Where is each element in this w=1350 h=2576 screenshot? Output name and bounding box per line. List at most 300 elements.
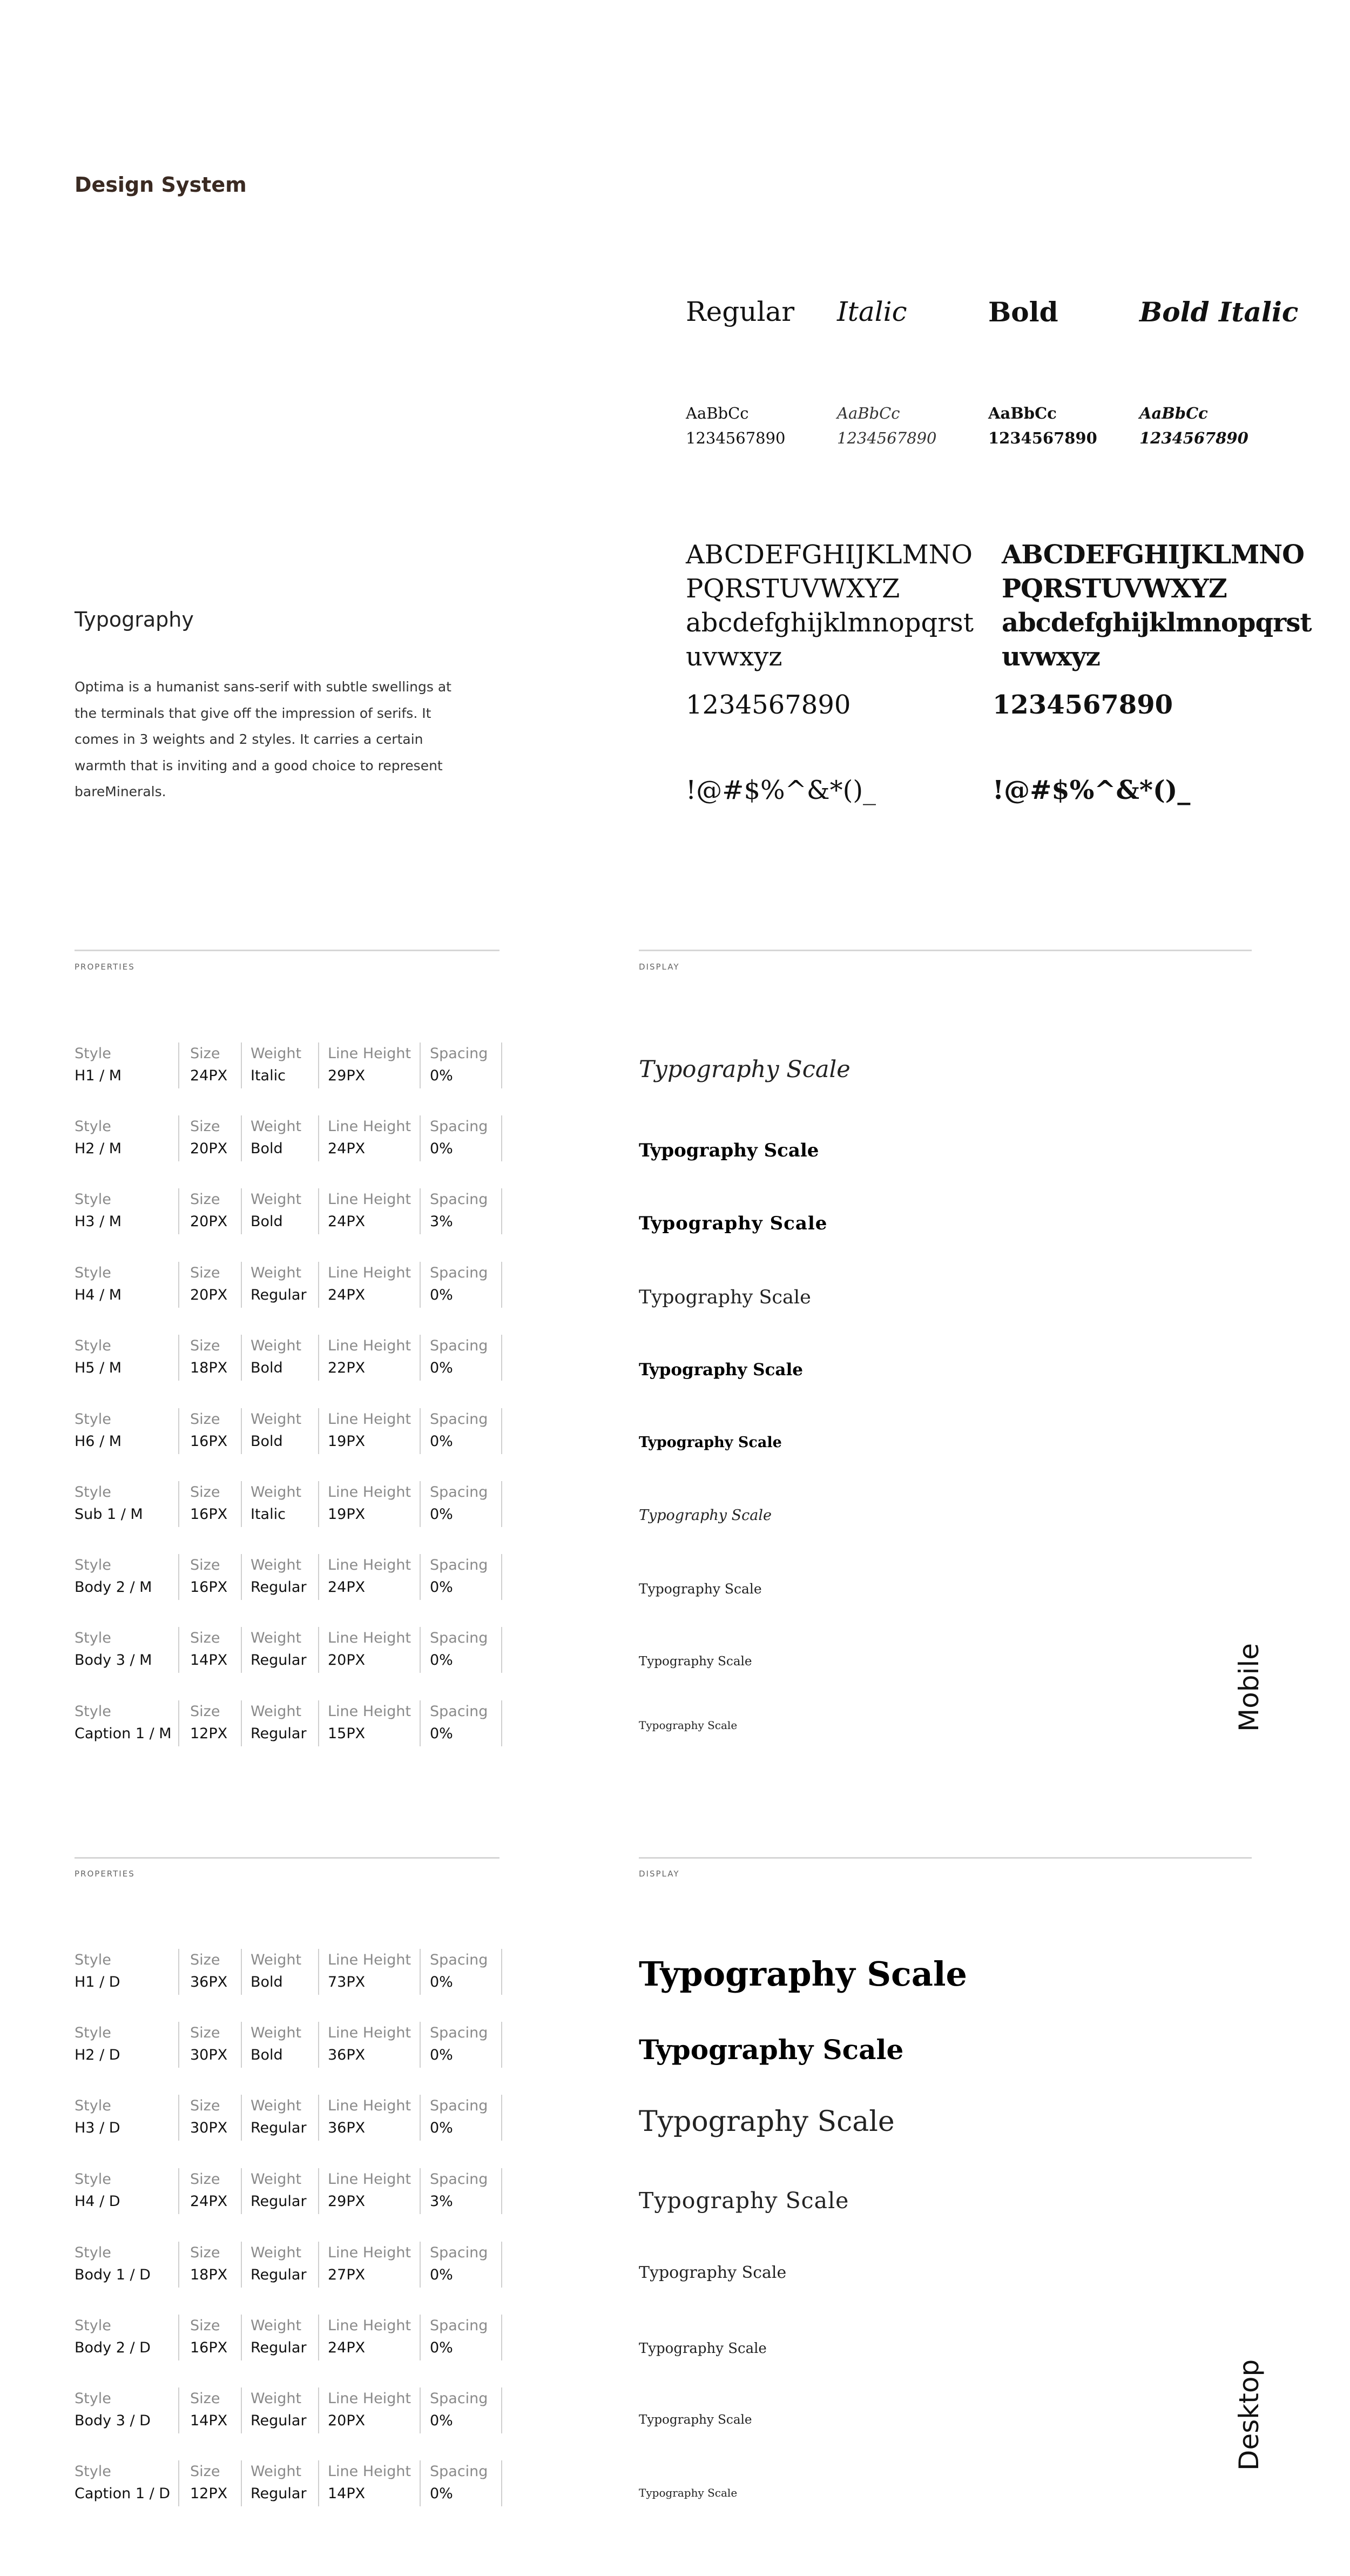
desktop-cell-style bbox=[75, 2242, 179, 2288]
column-label-size: Size bbox=[190, 1484, 220, 1501]
mobile-cell-size bbox=[190, 1042, 242, 1088]
mobile-cell-size bbox=[190, 1188, 242, 1234]
desktop-cell-style bbox=[75, 2315, 179, 2360]
cell-value-spacing: 0% bbox=[430, 1725, 453, 1742]
desktop-table-row bbox=[75, 2242, 501, 2288]
column-label-size: Size bbox=[190, 2025, 220, 2041]
cell-value-size: 18PX bbox=[190, 2266, 228, 2283]
column-label-line-height: Line Height bbox=[328, 2390, 411, 2407]
mobile-cell-line-height bbox=[328, 1700, 421, 1746]
typography-description: Optima is a humanist sans-serif with subtle swellings at the terminals that give off the impression of serifs. It comes in 3 weights and 2 styles. It carries a certain warmth that is inviting and a good choice to represent bareMinerals. bbox=[75, 679, 451, 799]
desktop-cell-spacing bbox=[430, 2460, 502, 2506]
cell-value-spacing: 0% bbox=[430, 1974, 453, 1990]
mobile-cell-weight bbox=[251, 1042, 319, 1088]
cell-value-weight: Regular bbox=[251, 2266, 307, 2283]
desktop-display-h3: Typography Scale bbox=[639, 2106, 895, 2138]
cell-value-spacing: 0% bbox=[430, 1360, 453, 1376]
numbers-regular: 1234567890 bbox=[686, 690, 851, 720]
cell-value-spacing: 3% bbox=[430, 2193, 453, 2210]
cell-value-size: 16PX bbox=[190, 1579, 228, 1596]
column-label-weight: Weight bbox=[251, 2025, 302, 2041]
mobile-display-h5: Typography Scale bbox=[639, 1360, 803, 1380]
desktop-cell-weight bbox=[251, 2460, 319, 2506]
column-label-weight: Weight bbox=[251, 2390, 302, 2407]
mobile-cell-style bbox=[75, 1262, 179, 1308]
mobile-cell-spacing bbox=[430, 1554, 502, 1600]
cell-value-line-height: 24PX bbox=[328, 2339, 366, 2356]
cell-value-size: 20PX bbox=[190, 1213, 228, 1230]
column-label-weight: Weight bbox=[251, 2097, 302, 2114]
cell-value-style: H1 / M bbox=[75, 1067, 122, 1084]
column-label-line-height: Line Height bbox=[328, 2025, 411, 2041]
column-label-line-height: Line Height bbox=[328, 2463, 411, 2480]
cell-value-size: 14PX bbox=[190, 2412, 228, 2429]
mobile-cell-weight bbox=[251, 1481, 319, 1527]
mobile-cell-spacing bbox=[430, 1408, 502, 1454]
mobile-cell-style bbox=[75, 1700, 179, 1746]
column-label-spacing: Spacing bbox=[430, 2244, 488, 2261]
cell-value-spacing: 0% bbox=[430, 1067, 453, 1084]
column-label-style: Style bbox=[75, 1411, 111, 1428]
mobile-table-row bbox=[75, 1627, 501, 1673]
desktop-display-label: DISPLAY bbox=[639, 1869, 680, 1879]
mobile-display-body3: Typography Scale bbox=[639, 1654, 752, 1669]
mobile-properties-divider bbox=[75, 950, 500, 951]
desktop-cell-line-height bbox=[328, 2460, 421, 2506]
style-sample-bold-italic: AaBbCc 1234567890 bbox=[1139, 404, 1248, 447]
mobile-cell-line-height bbox=[328, 1042, 421, 1088]
mobile-display-h1: Typography Scale bbox=[639, 1056, 850, 1083]
cell-value-weight: Regular bbox=[251, 2193, 307, 2210]
desktop-cell-size bbox=[190, 2242, 242, 2288]
cell-value-style: H5 / M bbox=[75, 1360, 122, 1376]
desktop-cell-style bbox=[75, 2460, 179, 2506]
cell-value-weight: Regular bbox=[251, 2412, 307, 2429]
desktop-cell-weight bbox=[251, 2022, 319, 2068]
column-label-line-height: Line Height bbox=[328, 1337, 411, 1354]
mobile-cell-spacing bbox=[430, 1115, 502, 1161]
column-label-spacing: Spacing bbox=[430, 1630, 488, 1646]
cell-value-style: H1 / D bbox=[75, 1974, 120, 1990]
column-label-size: Size bbox=[190, 1557, 220, 1573]
cell-value-weight: Italic bbox=[251, 1067, 286, 1084]
cell-value-style: H2 / M bbox=[75, 1140, 122, 1157]
style-sample-bold: AaBbCc 1234567890 bbox=[988, 404, 1097, 447]
column-label-spacing: Spacing bbox=[430, 2097, 488, 2114]
column-label-size: Size bbox=[190, 1952, 220, 1968]
desktop-cell-line-height bbox=[328, 2242, 421, 2288]
desktop-cell-line-height bbox=[328, 2168, 421, 2214]
cell-value-size: 14PX bbox=[190, 1652, 228, 1669]
cell-value-style: Caption 1 / D bbox=[75, 2485, 171, 2502]
desktop-cell-style bbox=[75, 2022, 179, 2068]
mobile-properties-label: PROPERTIES bbox=[75, 962, 135, 972]
cell-value-weight: Regular bbox=[251, 2485, 307, 2502]
column-label-style: Style bbox=[75, 1118, 111, 1135]
desktop-cell-size bbox=[190, 2022, 242, 2068]
mobile-cell-style bbox=[75, 1042, 179, 1088]
cell-value-spacing: 0% bbox=[430, 2120, 453, 2136]
column-label-style: Style bbox=[75, 1630, 111, 1646]
symbols-regular: !@#$%^&*()_ bbox=[686, 775, 876, 805]
desktop-cell-weight bbox=[251, 2168, 319, 2214]
desktop-cell-style bbox=[75, 2387, 179, 2433]
desktop-display-h2: Typography Scale bbox=[639, 2034, 904, 2066]
desktop-cell-line-height bbox=[328, 2315, 421, 2360]
mobile-display-h4: Typography Scale bbox=[639, 1287, 811, 1308]
cell-value-spacing: 0% bbox=[430, 1579, 453, 1596]
cell-value-size: 30PX bbox=[190, 2120, 228, 2136]
column-label-line-height: Line Height bbox=[328, 1703, 411, 1720]
column-label-style: Style bbox=[75, 2244, 111, 2261]
cell-value-style: H4 / D bbox=[75, 2193, 120, 2210]
desktop-cell-weight bbox=[251, 2242, 319, 2288]
mobile-cell-line-height bbox=[328, 1627, 421, 1673]
mobile-table-row bbox=[75, 1262, 501, 1308]
cell-value-line-height: 20PX bbox=[328, 1652, 366, 1669]
column-label-spacing: Spacing bbox=[430, 2025, 488, 2041]
column-label-weight: Weight bbox=[251, 2463, 302, 2480]
mobile-cell-style bbox=[75, 1408, 179, 1454]
desktop-cell-style bbox=[75, 1949, 179, 1995]
column-label-size: Size bbox=[190, 2317, 220, 2334]
column-label-weight: Weight bbox=[251, 1411, 302, 1428]
desktop-cell-line-height bbox=[328, 1949, 421, 1995]
cell-value-style: Body 3 / D bbox=[75, 2412, 151, 2429]
cell-value-weight: Regular bbox=[251, 1287, 307, 1303]
column-label-size: Size bbox=[190, 2463, 220, 2480]
cell-value-line-height: 24PX bbox=[328, 1140, 366, 1157]
column-label-spacing: Spacing bbox=[430, 2317, 488, 2334]
desktop-display-body2: Typography Scale bbox=[639, 2340, 767, 2357]
desktop-table-row bbox=[75, 2168, 501, 2214]
desktop-cell-spacing bbox=[430, 2315, 502, 2360]
desktop-cell-line-height bbox=[328, 2095, 421, 2141]
desktop-display-h4: Typography Scale bbox=[639, 2188, 849, 2214]
mobile-cell-line-height bbox=[328, 1188, 421, 1234]
cell-value-line-height: 24PX bbox=[328, 1287, 366, 1303]
desktop-cell-size bbox=[190, 2387, 242, 2433]
column-label-line-height: Line Height bbox=[328, 2171, 411, 2188]
column-label-style: Style bbox=[75, 1045, 111, 1062]
column-label-style: Style bbox=[75, 1557, 111, 1573]
mobile-table-row bbox=[75, 1115, 501, 1161]
mobile-cell-line-height bbox=[328, 1335, 421, 1381]
cell-value-spacing: 0% bbox=[430, 1433, 453, 1450]
cell-value-line-height: 19PX bbox=[328, 1506, 366, 1523]
column-label-size: Size bbox=[190, 1337, 220, 1354]
column-label-spacing: Spacing bbox=[430, 1952, 488, 1968]
cell-value-weight: Bold bbox=[251, 1140, 283, 1157]
style-sample-italic: AaBbCc 1234567890 bbox=[837, 404, 937, 447]
cell-value-line-height: 24PX bbox=[328, 1579, 366, 1596]
cell-value-size: 36PX bbox=[190, 1974, 228, 1990]
desktop-table-row bbox=[75, 2022, 501, 2068]
cell-value-style: H3 / D bbox=[75, 2120, 120, 2136]
desktop-cell-weight bbox=[251, 1949, 319, 1995]
column-label-size: Size bbox=[190, 2244, 220, 2261]
cell-value-weight: Regular bbox=[251, 2339, 307, 2356]
desktop-cell-style bbox=[75, 2095, 179, 2141]
cell-value-weight: Regular bbox=[251, 1725, 307, 1742]
mobile-cell-size bbox=[190, 1335, 242, 1381]
mobile-table-row bbox=[75, 1408, 501, 1454]
cell-value-style: Body 2 / M bbox=[75, 1579, 152, 1596]
mobile-cell-spacing bbox=[430, 1335, 502, 1381]
mobile-cell-spacing bbox=[430, 1262, 502, 1308]
mobile-display-caption1: Typography Scale bbox=[639, 1719, 738, 1732]
desktop-table-row bbox=[75, 1949, 501, 1995]
desktop-cell-weight bbox=[251, 2387, 319, 2433]
mobile-cell-line-height bbox=[328, 1408, 421, 1454]
cell-value-spacing: 0% bbox=[430, 2266, 453, 2283]
column-label-line-height: Line Height bbox=[328, 1484, 411, 1501]
column-label-style: Style bbox=[75, 2097, 111, 2114]
column-label-style: Style bbox=[75, 1484, 111, 1501]
column-label-line-height: Line Height bbox=[328, 1411, 411, 1428]
desktop-cell-weight bbox=[251, 2095, 319, 2141]
cell-value-line-height: 73PX bbox=[328, 1974, 366, 1990]
column-label-style: Style bbox=[75, 1191, 111, 1208]
desktop-cell-weight bbox=[251, 2315, 319, 2360]
column-label-weight: Weight bbox=[251, 1265, 302, 1281]
alphabet-bold: ABCDEFGHIJKLMNO PQRSTUVWXYZ abcdefghijklmnopqrst uvwxyz bbox=[1002, 540, 1312, 672]
cell-value-style: H4 / M bbox=[75, 1287, 122, 1303]
mobile-cell-size bbox=[190, 1262, 242, 1308]
mobile-table-row bbox=[75, 1554, 501, 1600]
desktop-properties-label: PROPERTIES bbox=[75, 1869, 135, 1879]
mobile-cell-weight bbox=[251, 1335, 319, 1381]
desktop-cell-size bbox=[190, 1949, 242, 1995]
column-label-line-height: Line Height bbox=[328, 1952, 411, 1968]
column-label-weight: Weight bbox=[251, 1484, 302, 1501]
cell-value-style: H2 / D bbox=[75, 2047, 120, 2063]
cell-value-style: Caption 1 / M bbox=[75, 1725, 172, 1742]
mobile-cell-size bbox=[190, 1554, 242, 1600]
mobile-cell-weight bbox=[251, 1408, 319, 1454]
mobile-cell-spacing bbox=[430, 1700, 502, 1746]
mobile-cell-weight bbox=[251, 1115, 319, 1161]
mobile-cell-spacing bbox=[430, 1042, 502, 1088]
column-label-spacing: Spacing bbox=[430, 1265, 488, 1281]
mobile-display-divider bbox=[639, 950, 1252, 951]
column-label-weight: Weight bbox=[251, 1045, 302, 1062]
cell-value-spacing: 0% bbox=[430, 1140, 453, 1157]
cell-value-style: Body 3 / M bbox=[75, 1652, 152, 1669]
desktop-display-body3: Typography Scale bbox=[639, 2413, 752, 2427]
cell-value-spacing: 0% bbox=[430, 1506, 453, 1523]
column-label-weight: Weight bbox=[251, 1337, 302, 1354]
column-label-size: Size bbox=[190, 2097, 220, 2114]
mobile-cell-line-height bbox=[328, 1554, 421, 1600]
column-label-weight: Weight bbox=[251, 1703, 302, 1720]
column-label-style: Style bbox=[75, 1265, 111, 1281]
mobile-cell-weight bbox=[251, 1188, 319, 1234]
cell-value-line-height: 15PX bbox=[328, 1725, 366, 1742]
mobile-table-row bbox=[75, 1188, 501, 1234]
desktop-cell-line-height bbox=[328, 2022, 421, 2068]
cell-value-weight: Regular bbox=[251, 1579, 307, 1596]
mobile-display-h6: Typography Scale bbox=[639, 1434, 782, 1451]
column-label-line-height: Line Height bbox=[328, 1557, 411, 1573]
mobile-cell-style bbox=[75, 1335, 179, 1381]
cell-value-spacing: 0% bbox=[430, 2485, 453, 2502]
mobile-cell-line-height bbox=[328, 1115, 421, 1161]
cell-value-line-height: 27PX bbox=[328, 2266, 366, 2283]
mobile-cell-line-height bbox=[328, 1262, 421, 1308]
cell-value-style: H6 / M bbox=[75, 1433, 122, 1450]
cell-value-weight: Regular bbox=[251, 2120, 307, 2136]
mobile-cell-spacing bbox=[430, 1627, 502, 1673]
cell-value-size: 16PX bbox=[190, 1506, 228, 1523]
column-label-line-height: Line Height bbox=[328, 1191, 411, 1208]
column-label-style: Style bbox=[75, 2317, 111, 2334]
column-label-spacing: Spacing bbox=[430, 1045, 488, 1062]
cell-value-weight: Bold bbox=[251, 1213, 283, 1230]
mobile-cell-size bbox=[190, 1408, 242, 1454]
cell-value-spacing: 0% bbox=[430, 1287, 453, 1303]
desktop-cell-size bbox=[190, 2095, 242, 2141]
column-label-style: Style bbox=[75, 2025, 111, 2041]
cell-value-spacing: 0% bbox=[430, 2339, 453, 2356]
column-label-spacing: Spacing bbox=[430, 2390, 488, 2407]
column-label-style: Style bbox=[75, 1952, 111, 1968]
desktop-display-body1: Typography Scale bbox=[639, 2263, 787, 2282]
column-label-line-height: Line Height bbox=[328, 2097, 411, 2114]
cell-value-weight: Bold bbox=[251, 1974, 283, 1990]
style-sample-regular: AaBbCc 1234567890 bbox=[686, 404, 786, 447]
cell-value-line-height: 20PX bbox=[328, 2412, 366, 2429]
column-label-size: Size bbox=[190, 1411, 220, 1428]
column-label-line-height: Line Height bbox=[328, 2244, 411, 2261]
cell-value-spacing: 3% bbox=[430, 1213, 453, 1230]
mobile-cell-style bbox=[75, 1188, 179, 1234]
column-label-weight: Weight bbox=[251, 2244, 302, 2261]
column-label-size: Size bbox=[190, 1045, 220, 1062]
mobile-cell-spacing bbox=[430, 1188, 502, 1234]
typography-heading: Typography bbox=[75, 608, 194, 631]
desktop-cell-line-height bbox=[328, 2387, 421, 2433]
cell-value-weight: Bold bbox=[251, 2047, 283, 2063]
cell-value-style: H3 / M bbox=[75, 1213, 122, 1230]
column-label-spacing: Spacing bbox=[430, 1411, 488, 1428]
mobile-cell-weight bbox=[251, 1554, 319, 1600]
column-label-style: Style bbox=[75, 2390, 111, 2407]
desktop-cell-style bbox=[75, 2168, 179, 2214]
desktop-cell-size bbox=[190, 2460, 242, 2506]
mobile-display-h2: Typography Scale bbox=[639, 1140, 819, 1161]
column-label-spacing: Spacing bbox=[430, 1557, 488, 1573]
cell-value-spacing: 0% bbox=[430, 2047, 453, 2063]
column-label-spacing: Spacing bbox=[430, 1118, 488, 1135]
column-label-line-height: Line Height bbox=[328, 1045, 411, 1062]
desktop-table-row bbox=[75, 2387, 501, 2433]
column-label-size: Size bbox=[190, 1191, 220, 1208]
mobile-cell-style bbox=[75, 1115, 179, 1161]
mobile-label: Mobile bbox=[1233, 1643, 1265, 1732]
cell-value-size: 12PX bbox=[190, 2485, 228, 2502]
desktop-cell-spacing bbox=[430, 2242, 502, 2288]
desktop-cell-size bbox=[190, 2168, 242, 2214]
numbers-bold: 1234567890 bbox=[993, 690, 1173, 720]
column-label-weight: Weight bbox=[251, 1557, 302, 1573]
desktop-cell-spacing bbox=[430, 2387, 502, 2433]
mobile-display-label: DISPLAY bbox=[639, 962, 680, 972]
column-label-size: Size bbox=[190, 2171, 220, 2188]
cell-value-size: 16PX bbox=[190, 2339, 228, 2356]
mobile-table-row bbox=[75, 1335, 501, 1381]
cell-value-line-height: 19PX bbox=[328, 1433, 366, 1450]
column-label-weight: Weight bbox=[251, 1118, 302, 1135]
cell-value-size: 30PX bbox=[190, 2047, 228, 2063]
column-label-size: Size bbox=[190, 1118, 220, 1135]
alphabet-regular: ABCDEFGHIJKLMNO PQRSTUVWXYZ abcdefghijklmnopqrst uvwxyz bbox=[686, 540, 974, 672]
mobile-cell-size bbox=[190, 1700, 242, 1746]
mobile-cell-style bbox=[75, 1481, 179, 1527]
cell-value-line-height: 29PX bbox=[328, 1067, 366, 1084]
cell-value-weight: Italic bbox=[251, 1506, 286, 1523]
mobile-cell-size bbox=[190, 1627, 242, 1673]
column-label-spacing: Spacing bbox=[430, 1337, 488, 1354]
desktop-display-caption1: Typography Scale bbox=[639, 2486, 738, 2499]
cell-value-size: 24PX bbox=[190, 1067, 228, 1084]
style-title-bold-italic: Bold Italic bbox=[1139, 296, 1299, 328]
column-label-spacing: Spacing bbox=[430, 2171, 488, 2188]
desktop-cell-spacing bbox=[430, 2022, 502, 2068]
cell-value-spacing: 0% bbox=[430, 1652, 453, 1669]
desktop-properties-divider bbox=[75, 1857, 500, 1859]
mobile-table-row bbox=[75, 1042, 501, 1088]
cell-value-size: 12PX bbox=[190, 1725, 228, 1742]
column-label-line-height: Line Height bbox=[328, 1118, 411, 1135]
cell-value-weight: Bold bbox=[251, 1433, 283, 1450]
column-label-size: Size bbox=[190, 1630, 220, 1646]
cell-value-size: 18PX bbox=[190, 1360, 228, 1376]
desktop-display-h1: Typography Scale bbox=[639, 1954, 967, 1994]
cell-value-line-height: 36PX bbox=[328, 2120, 366, 2136]
mobile-cell-spacing bbox=[430, 1481, 502, 1527]
mobile-cell-style bbox=[75, 1554, 179, 1600]
mobile-cell-line-height bbox=[328, 1481, 421, 1527]
cell-value-size: 20PX bbox=[190, 1140, 228, 1157]
column-label-weight: Weight bbox=[251, 2317, 302, 2334]
mobile-cell-weight bbox=[251, 1700, 319, 1746]
column-label-size: Size bbox=[190, 1265, 220, 1281]
mobile-cell-style bbox=[75, 1627, 179, 1673]
desktop-table-row bbox=[75, 2315, 501, 2360]
cell-value-weight: Bold bbox=[251, 1360, 283, 1376]
desktop-cell-spacing bbox=[430, 2095, 502, 2141]
desktop-cell-spacing bbox=[430, 2168, 502, 2214]
mobile-display-h3: Typography Scale bbox=[639, 1213, 828, 1234]
column-label-line-height: Line Height bbox=[328, 1265, 411, 1281]
column-label-size: Size bbox=[190, 2390, 220, 2407]
mobile-table-row bbox=[75, 1481, 501, 1527]
desktop-cell-spacing bbox=[430, 1949, 502, 1995]
column-label-weight: Weight bbox=[251, 2171, 302, 2188]
cell-value-line-height: 22PX bbox=[328, 1360, 366, 1376]
column-label-spacing: Spacing bbox=[430, 2463, 488, 2480]
column-label-weight: Weight bbox=[251, 1952, 302, 1968]
cell-value-line-height: 36PX bbox=[328, 2047, 366, 2063]
mobile-cell-weight bbox=[251, 1262, 319, 1308]
desktop-table-row bbox=[75, 2095, 501, 2141]
column-label-weight: Weight bbox=[251, 1630, 302, 1646]
desktop-label: Desktop bbox=[1233, 2359, 1265, 2471]
cell-value-spacing: 0% bbox=[430, 2412, 453, 2429]
column-label-style: Style bbox=[75, 1703, 111, 1720]
desktop-cell-size bbox=[190, 2315, 242, 2360]
